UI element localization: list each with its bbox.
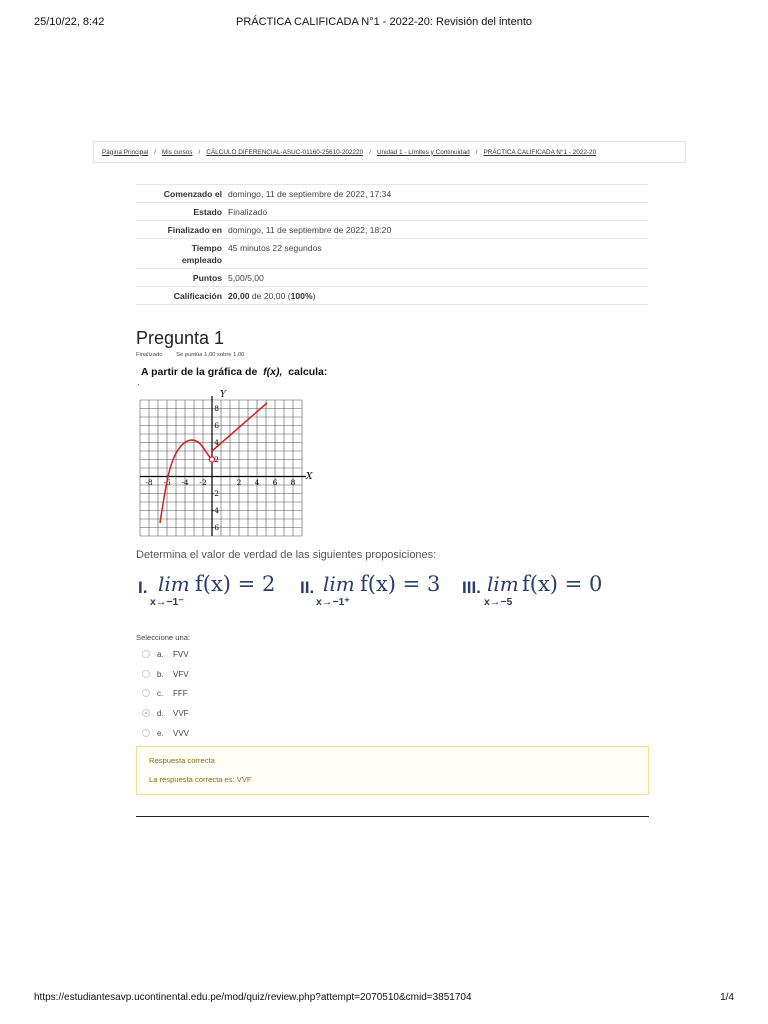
x-tick-label: -6 (163, 478, 171, 487)
summary-finished-value: domingo, 11 de septiembre de 2022, 18:20 (228, 221, 648, 239)
graph-y-axis-label: Y (220, 390, 226, 400)
proposition-limit-subscript: x→−1⁺ (316, 596, 350, 608)
select-one-label: Seleccione una: (136, 633, 191, 642)
proposition-expression: f(x) = 0 (522, 572, 603, 596)
breadcrumb (93, 141, 686, 163)
option-text: VFV (173, 669, 189, 679)
y-tick-label: -4 (211, 506, 219, 515)
radio-button[interactable] (142, 650, 150, 658)
option-text: FFF (173, 688, 188, 698)
summary-state-label: Estado (136, 203, 228, 221)
feedback-correct-answer: La respuesta correcta es: VVF (149, 775, 252, 784)
summary-time-label-line2: empleado (181, 255, 222, 265)
divider (136, 816, 649, 817)
summary-time-label (136, 239, 228, 269)
summary-row-time (136, 239, 648, 269)
prompt-prefix: A partir de la gráfica de (141, 366, 258, 378)
answer-option-d[interactable] (142, 707, 189, 719)
answer-option-c[interactable] (142, 687, 188, 699)
grade-of: de 20,00 ( (251, 291, 291, 301)
x-tick-label: 6 (272, 478, 278, 487)
breadcrumb-quiz-link[interactable]: PRÁCTICA CALIFICADA N°1 - 2022-20 (483, 148, 597, 156)
print-page-number: 1/4 (720, 992, 734, 1003)
x-tick-label: 2 (236, 478, 242, 487)
proposition-lim: lim (323, 572, 355, 596)
answer-option-e[interactable] (142, 727, 189, 739)
proposition-limit-subscript: x→−1⁻ (150, 596, 184, 608)
y-tick-label: 8 (214, 404, 219, 413)
question-prompt (141, 366, 327, 378)
graph-open-point (209, 457, 214, 462)
answer-option-b[interactable] (142, 668, 189, 680)
print-title: PRÁCTICA CALIFICADA N°1 - 2022-20: Revisión del intento (235, 16, 533, 28)
question-meta (136, 352, 256, 358)
question-instruction: Determina el valor de verdad de las siguientes proposiciones: (136, 549, 437, 561)
graph-x-axis-label: X (306, 472, 313, 482)
summary-finished-label: Finalizado en (136, 221, 228, 239)
feedback-status: Respuesta correcta (149, 756, 215, 765)
option-letter: c. (157, 688, 164, 698)
proposition-numeral: II. (300, 578, 315, 597)
y-tick-label: 2 (214, 455, 219, 464)
summary-row-state (136, 203, 648, 221)
option-text: VVF (173, 708, 189, 718)
x-tick-label: -8 (145, 478, 153, 487)
proposition-expression: f(x) = 2 (195, 572, 276, 596)
breadcrumb-separator: / (154, 148, 156, 156)
radio-button[interactable] (142, 670, 150, 678)
y-tick-label: -2 (211, 489, 219, 498)
breadcrumb-separator: / (475, 148, 478, 156)
question-score: Se puntúa 1,00 sobre 1,00 (176, 352, 245, 358)
radio-button[interactable] (142, 689, 150, 697)
graph-grid (140, 400, 302, 536)
proposition-lim: lim (158, 572, 190, 596)
y-tick-label: 4 (214, 438, 219, 447)
feedback-box (136, 746, 649, 795)
x-tick-label: 4 (254, 478, 260, 487)
grade-close: ) (312, 291, 316, 301)
proposition-1 (138, 570, 288, 614)
proposition-3 (462, 570, 612, 614)
summary-state-value: Finalizado (228, 203, 648, 221)
print-footer (34, 992, 734, 1008)
breadcrumb-separator: / (369, 148, 371, 156)
proposition-lim: lim (487, 572, 519, 596)
grade-percent: 100% (290, 291, 313, 301)
proposition-limit-subscript: x→−5 (484, 596, 513, 608)
y-tick-label: -6 (211, 523, 219, 532)
radio-button[interactable] (142, 729, 150, 737)
summary-time-label-line1: Tiempo (191, 243, 222, 253)
option-letter: d. (157, 708, 164, 718)
answer-option-a[interactable] (142, 648, 189, 660)
summary-points-value: 5,00/5,00 (228, 269, 648, 287)
breadcrumb-home-link[interactable]: Página Principal (102, 148, 149, 156)
summary-points-label: Puntos (136, 269, 228, 287)
summary-started-label: Comenzado el (136, 185, 228, 203)
question-status: Finalizado (136, 352, 163, 358)
x-tick-label: 8 (290, 478, 296, 487)
function-graph (136, 388, 318, 538)
prompt-function: f(x), (263, 366, 283, 378)
question-heading: Pregunta 1 (136, 328, 225, 348)
breadcrumb-separator: / (198, 148, 201, 156)
summary-started-value: domingo, 11 de septiembre de 2022, 17:34 (228, 185, 648, 203)
proposition-numeral: III. (462, 578, 481, 597)
prompt-dot: · (137, 380, 140, 389)
graph-curve-right (212, 403, 267, 451)
grade-score: 20,00 (228, 291, 250, 301)
summary-row-started (136, 185, 648, 203)
prompt-suffix: calcula: (288, 366, 328, 378)
y-tick-label: 6 (214, 421, 219, 430)
summary-row-grade (136, 287, 648, 305)
breadcrumb-my-courses-link[interactable]: Mis cursos (161, 148, 193, 156)
summary-time-value: 45 minutos 22 segundos (228, 239, 648, 269)
option-letter: e. (157, 728, 164, 738)
summary-row-points (136, 269, 648, 287)
x-tick-label: -2 (199, 478, 207, 487)
option-text: FVV (173, 649, 189, 659)
radio-button-selected[interactable] (142, 709, 150, 717)
proposition-expression: f(x) = 3 (360, 572, 441, 596)
summary-grade-value (228, 287, 648, 305)
print-datetime: 25/10/22, 8:42 (34, 16, 105, 28)
breadcrumb-course-link[interactable]: CÁLCULO DIFERENCIAL-ASUC-01160-25610-202220 (206, 148, 364, 156)
print-url: https://estudiantesavp.ucontinental.edu.pe/mod/quiz/review.php?attempt=2070510&cmid=3851704 (34, 992, 472, 1003)
x-tick-label: -4 (181, 478, 189, 487)
proposition-2 (300, 570, 450, 614)
option-letter: b. (157, 669, 164, 679)
summary-grade-label: Calificación (136, 287, 228, 305)
option-text: VVV (173, 728, 190, 738)
print-header (34, 16, 734, 32)
option-letter: a. (157, 649, 164, 659)
breadcrumb-unit-link[interactable]: Unidad 1 - Límites y Continuidad (376, 148, 470, 156)
proposition-numeral: I. (138, 578, 148, 597)
attempt-summary-table (136, 184, 648, 305)
summary-row-finished (136, 221, 648, 239)
